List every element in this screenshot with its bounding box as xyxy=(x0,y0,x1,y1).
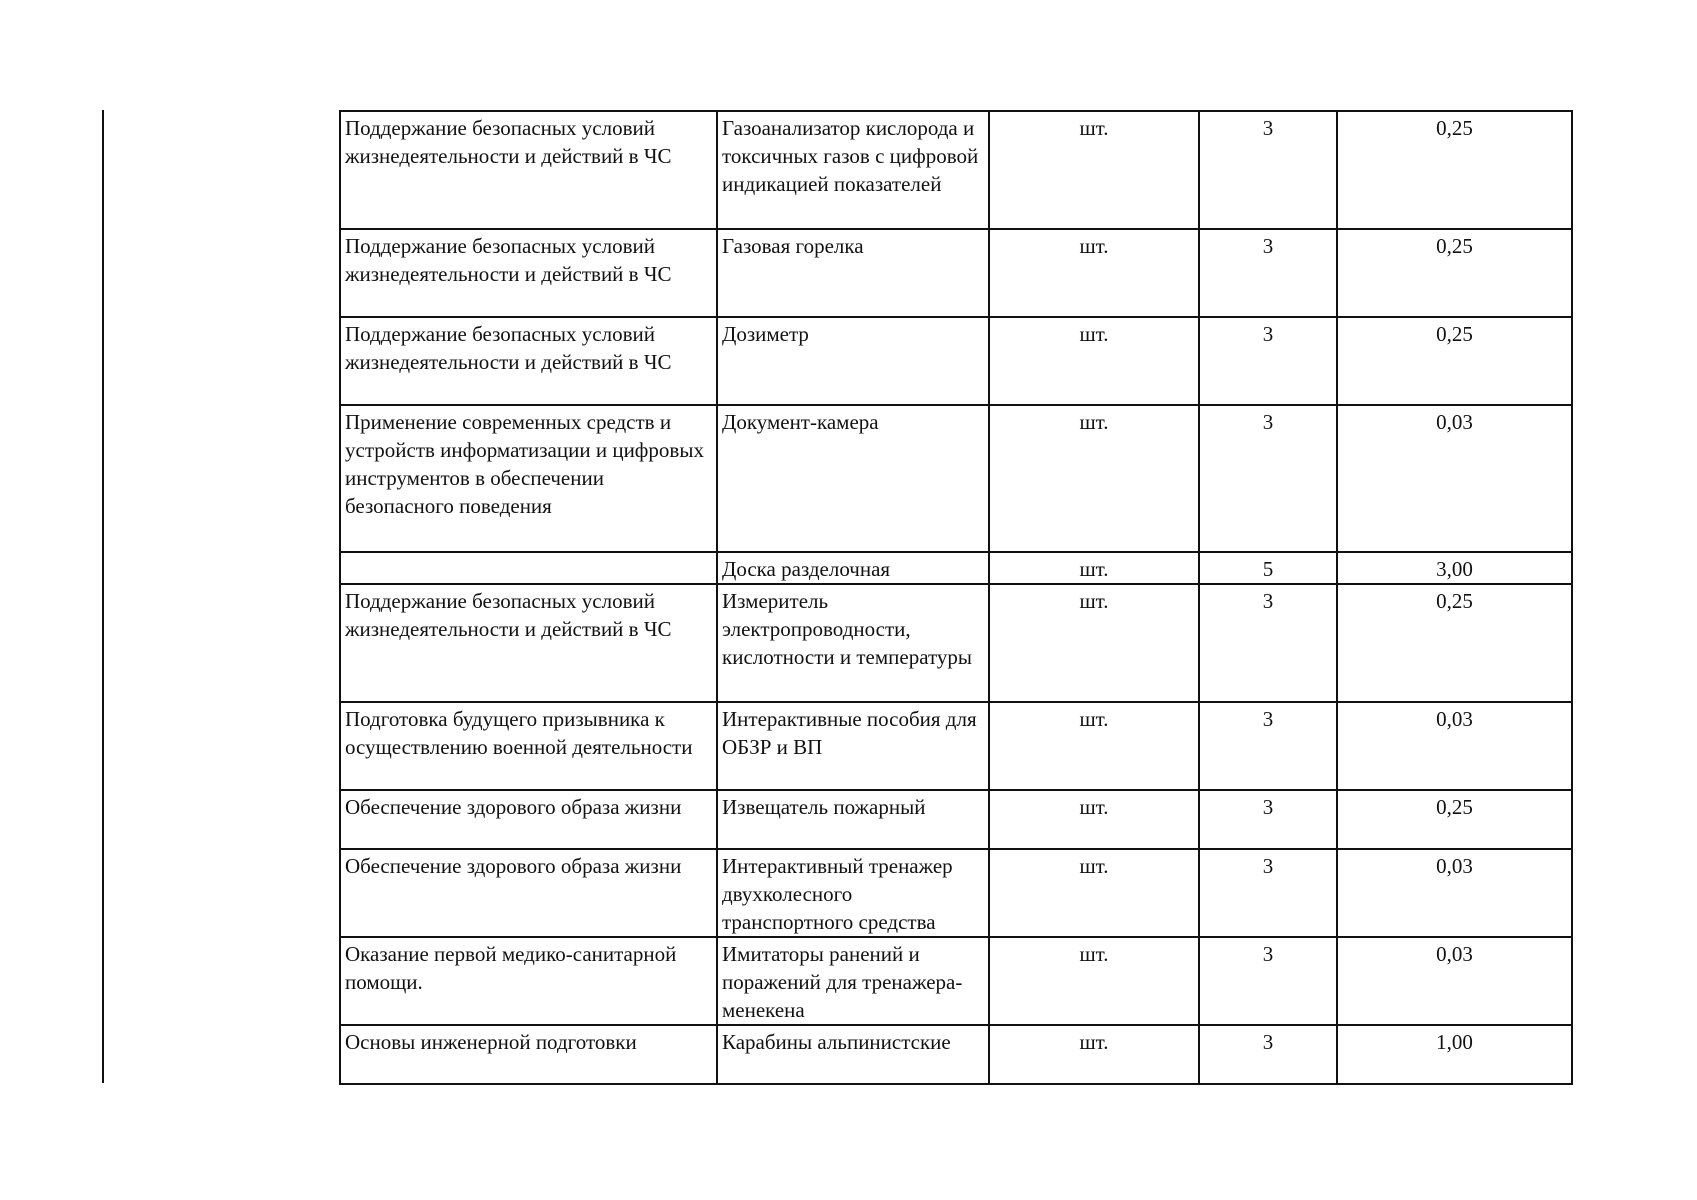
topic-cell xyxy=(340,552,717,584)
unit-cell: шт. xyxy=(989,552,1199,584)
qty-cell: 3 xyxy=(1199,317,1337,405)
unit-cell: шт. xyxy=(989,584,1199,702)
unit-cell: шт. xyxy=(989,317,1199,405)
qty-cell: 3 xyxy=(1199,790,1337,849)
coef-cell: 1,00 xyxy=(1337,1025,1572,1084)
table-row xyxy=(340,552,1572,584)
unit-cell: шт. xyxy=(989,790,1199,849)
table-row xyxy=(340,405,1572,552)
topic-cell: Поддержание безопасных условий жизнедеятельности и действий в ЧС xyxy=(340,584,717,702)
qty-cell: 3 xyxy=(1199,937,1337,1025)
table-row xyxy=(340,849,1572,937)
coef-cell: 0,25 xyxy=(1337,790,1572,849)
coef-cell: 0,03 xyxy=(1337,849,1572,937)
qty-cell: 3 xyxy=(1199,1025,1337,1084)
qty-cell: 3 xyxy=(1199,229,1337,317)
unit-cell: шт. xyxy=(989,405,1199,552)
coef-cell: 0,25 xyxy=(1337,584,1572,702)
unit-cell: шт. xyxy=(989,702,1199,790)
qty-cell: 3 xyxy=(1199,584,1337,702)
table-row xyxy=(340,229,1572,317)
qty-cell: 3 xyxy=(1199,405,1337,552)
item-cell: Интерактивные пособия для ОБЗР и ВП xyxy=(717,702,989,790)
table-row xyxy=(340,111,1572,229)
item-cell: Газовая горелка xyxy=(717,229,989,317)
table-row xyxy=(340,702,1572,790)
topic-cell: Обеспечение здорового образа жизни xyxy=(340,849,717,937)
coef-cell: 0,25 xyxy=(1337,229,1572,317)
unit-cell: шт. xyxy=(989,849,1199,937)
qty-cell: 3 xyxy=(1199,849,1337,937)
margin-line xyxy=(102,110,104,1083)
equipment-table xyxy=(339,110,1573,1085)
item-cell: Интерактивный тренажер двухколесного транспортного средства xyxy=(717,849,989,937)
coef-cell: 0,03 xyxy=(1337,702,1572,790)
topic-cell: Поддержание безопасных условий жизнедеятельности и действий в ЧС xyxy=(340,111,717,229)
table-row xyxy=(340,584,1572,702)
qty-cell: 5 xyxy=(1199,552,1337,584)
unit-cell: шт. xyxy=(989,1025,1199,1084)
item-cell: Дозиметр xyxy=(717,317,989,405)
coef-cell: 0,25 xyxy=(1337,111,1572,229)
item-cell: Имитаторы ранений и поражений для тренажера-менекена xyxy=(717,937,989,1025)
qty-cell: 3 xyxy=(1199,111,1337,229)
table-row xyxy=(340,1025,1572,1084)
table-row xyxy=(340,937,1572,1025)
coef-cell: 0,03 xyxy=(1337,405,1572,552)
item-cell: Документ-камера xyxy=(717,405,989,552)
topic-cell: Оказание первой медико-санитарной помощи. xyxy=(340,937,717,1025)
item-cell: Измеритель электропроводности, кислотности и температуры xyxy=(717,584,989,702)
topic-cell: Основы инженерной подготовки xyxy=(340,1025,717,1084)
unit-cell: шт. xyxy=(989,111,1199,229)
item-cell: Доска разделочная xyxy=(717,552,989,584)
coef-cell: 0,25 xyxy=(1337,317,1572,405)
qty-cell: 3 xyxy=(1199,702,1337,790)
topic-cell: Обеспечение здорового образа жизни xyxy=(340,790,717,849)
table-row xyxy=(340,317,1572,405)
topic-cell: Поддержание безопасных условий жизнедеятельности и действий в ЧС xyxy=(340,229,717,317)
item-cell: Газоанализатор кислорода и токсичных газов с цифровой индикацией показателей xyxy=(717,111,989,229)
topic-cell: Поддержание безопасных условий жизнедеятельности и действий в ЧС xyxy=(340,317,717,405)
unit-cell: шт. xyxy=(989,229,1199,317)
topic-cell: Применение современных средств и устройств информатизации и цифровых инструментов в обеспечении безопасного поведения xyxy=(340,405,717,552)
item-cell: Извещатель пожарный xyxy=(717,790,989,849)
item-cell: Карабины альпинистские xyxy=(717,1025,989,1084)
table-row xyxy=(340,790,1572,849)
coef-cell: 3,00 xyxy=(1337,552,1572,584)
unit-cell: шт. xyxy=(989,937,1199,1025)
topic-cell: Подготовка будущего призывника к осуществлению военной деятельности xyxy=(340,702,717,790)
coef-cell: 0,03 xyxy=(1337,937,1572,1025)
